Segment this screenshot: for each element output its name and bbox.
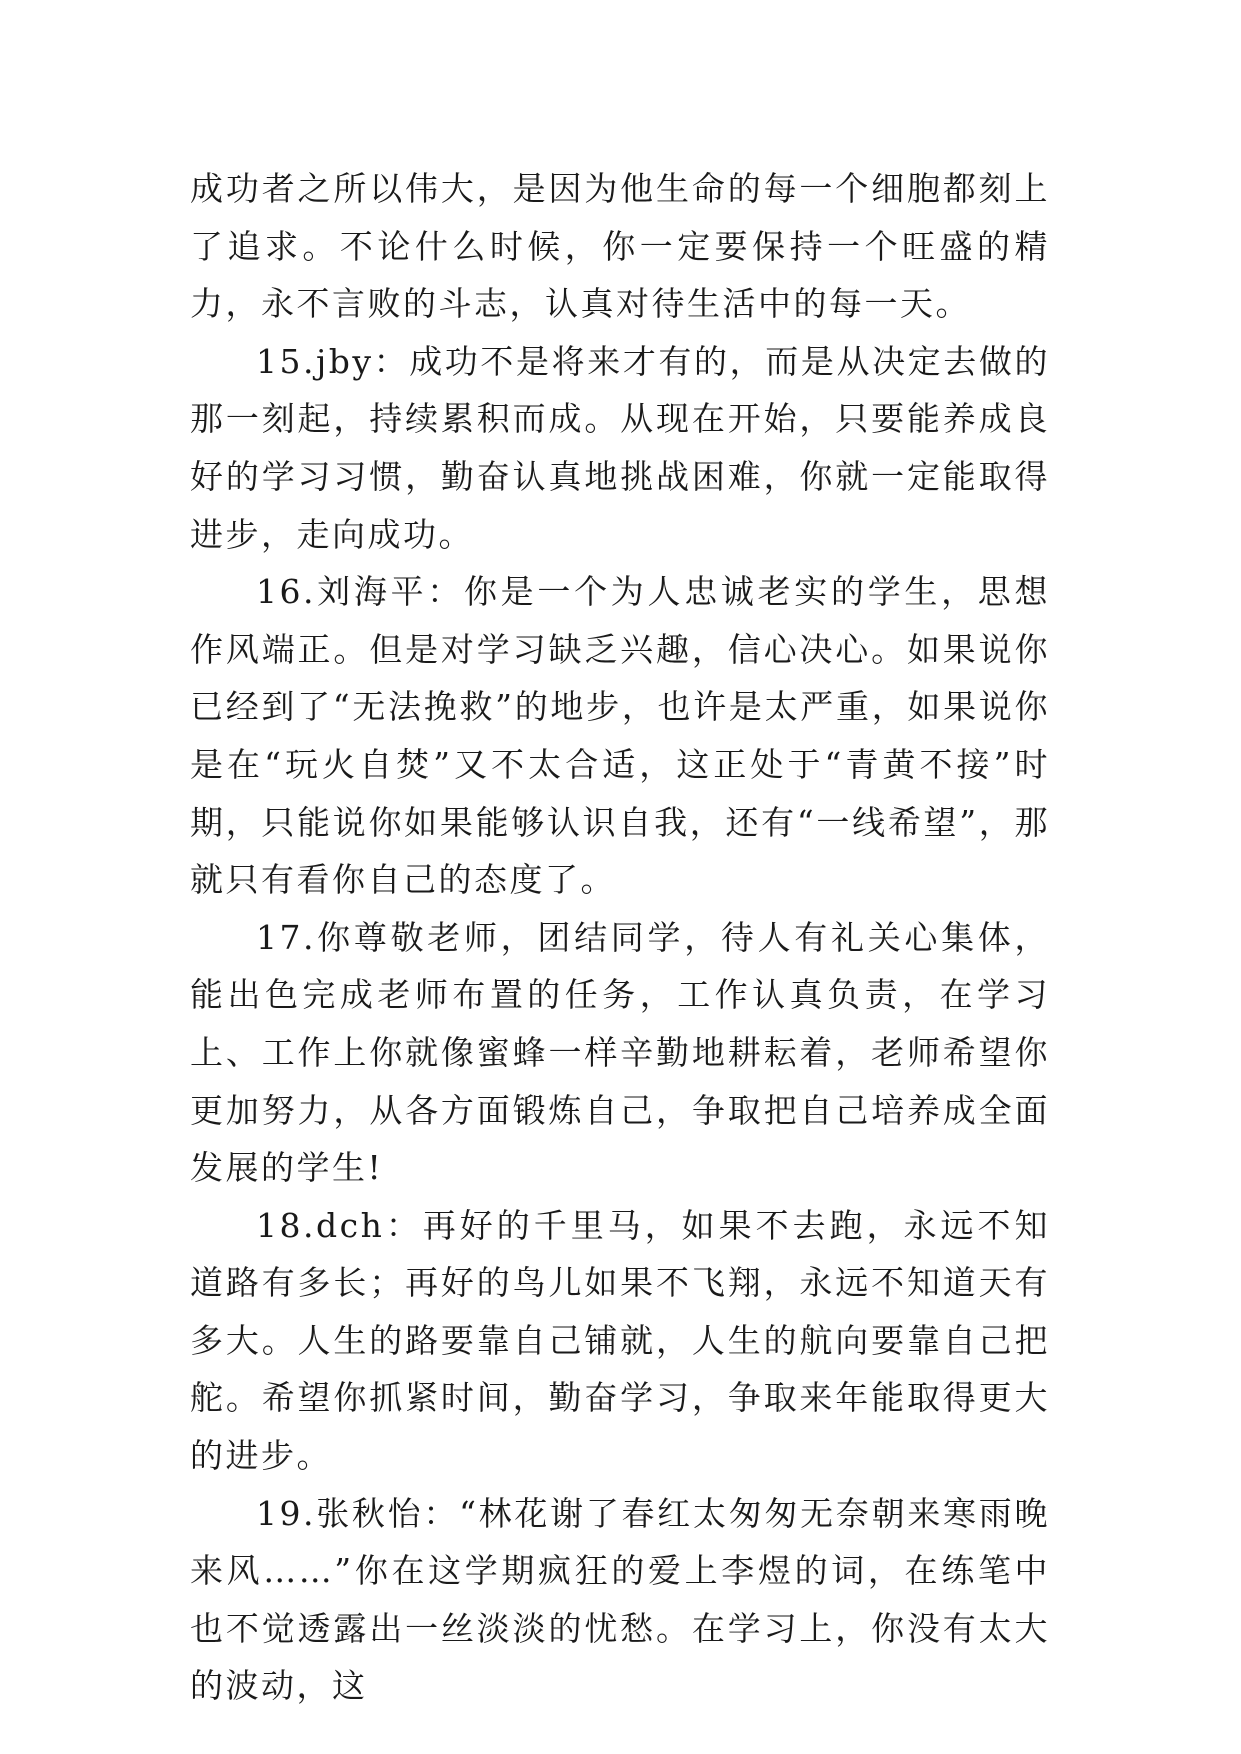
document-body xyxy=(190,160,1050,1715)
paragraph-continuation: 成功者之所以伟大，是因为他生命的每一个细胞都刻上了追求。不论什么时候，你一定要保持一个旺盛的精力，永不言败的斗志，认真对待生活中的每一天。 xyxy=(190,169,1050,324)
paragraph-comment-18: 18.dch：再好的千里马，如果不去跑，永远不知道路有多长；再好的鸟儿如果不飞翔，永远不知道天有多大。人生的路要靠自己铺就，人生的航向要靠自己把舵。希望你抓紧时间，勤奋学习，争取来年能取得更大的进步。 xyxy=(190,1205,1050,1476)
paragraph-comment-15: 15.jby：成功不是将来才有的，而是从决定去做的那一刻起，持续累积而成。从现在开始，只要能养成良好的学习习惯，勤奋认真地挑战困难，你就一定能取得进步，走向成功。 xyxy=(190,341,1050,554)
paragraph-comment-16: 16.刘海平：你是一个为人忠诚老实的学生，思想作风端正。但是对学习缺乏兴趣，信心决心。如果说你已经到了“无法挽救”的地步，也许是太严重，如果说你是在“玩火自焚”又不太合适，这正处于“青黄不接”时期，只能说你如果能够认识自我，还有“一线希望”，那就只有看你自己的态度了。 xyxy=(190,572,1050,900)
paragraph-comment-17: 17.你尊敬老师，团结同学，待人有礼关心集体，能出色完成老师布置的任务，工作认真负责，在学习上、工作上你就像蜜蜂一样辛勤地耕耘着，老师希望你更加努力，从各方面锻炼自己，争取把自己培养成全面发展的学生! xyxy=(190,917,1050,1188)
paragraph-comment-19: 19.张秋怡：“林花谢了春红太匆匆无奈朝来寒雨晚来风……”你在这学期疯狂的爱上李煜的词，在练笔中也不觉透露出一丝淡淡的忧愁。在学习上，你没有太大的波动，这 xyxy=(190,1493,1050,1706)
